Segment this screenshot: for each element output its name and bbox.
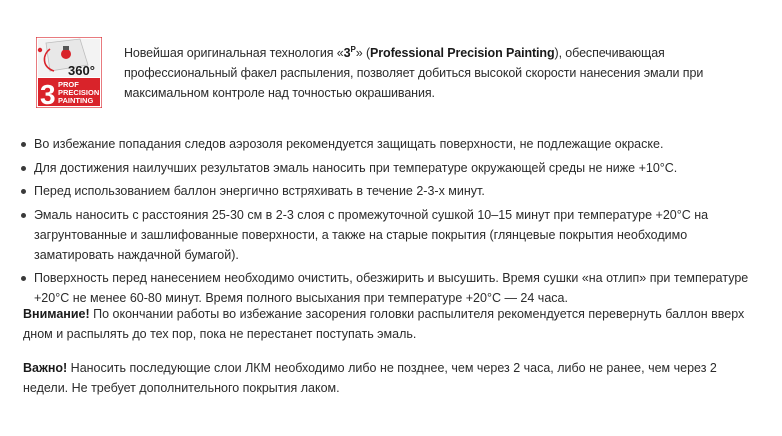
3p-technology-logo — [36, 37, 102, 108]
warning-text: По окончании работы во избежание засорения головки распылителя рекомендуется перевернуть баллон вверх дном и распылять до тех пор, пока не перестанет поступать эмаль. — [23, 307, 745, 341]
logo-line-3: PAINTING — [58, 96, 94, 105]
intro-prefix: Новейшая оригинальная технология « — [124, 46, 344, 60]
tech-superscript: P — [350, 44, 356, 54]
intro-paragraph — [124, 43, 764, 103]
logo-line-2: PRECISION — [58, 88, 100, 97]
spray-can-icon — [61, 49, 71, 59]
important-text: Наносить последующие слои ЛКМ необходимо либо не позднее, чем через 2 часа, либо не ранее, чем через 2 недели. Не требует дополнительного покрытия лаком. — [23, 361, 717, 395]
logo-3-text: 3 — [40, 79, 56, 108]
important-label: Важно! — [23, 361, 68, 375]
warning-label: Внимание! — [23, 307, 90, 321]
tech-full-name: Professional Precision Painting — [370, 46, 555, 60]
important-note — [23, 358, 763, 398]
warning-note — [23, 304, 763, 344]
logo-360-text: 360° — [68, 63, 95, 78]
logo-line-1: PROF — [58, 80, 79, 89]
list-item: Перед использованием баллон энергично встряхивать в течение 2-3-х минут. — [0, 181, 760, 201]
list-item: Для достижения наилучших результатов эмаль наносить при температуре окружающей среды не ниже +10°С. — [0, 158, 760, 178]
intro-rest: ), обеспечивающая профессиональный факел распыления, позволяет добиться высокой скорости нанесения эмали при максимальном контроле над точностью окрашивания. — [124, 46, 704, 100]
list-item: Эмаль наносить с расстояния 25-30 см в 2-3 слоя с промежуточной сушкой 10–15 минут при температуре +20°С на загрунтованные и зашлифованные поверхности, а также на старые покрытия (глянцевые покрытия необходимо заматировать наждачной бумагой). — [0, 205, 760, 265]
instructions-list — [0, 134, 760, 312]
list-item: Поверхность перед нанесением необходимо очистить, обезжирить и высушить. Время сушки «на отлип» при температуре +20°С не менее 60-80 минут. Время полного высыхания при температуре +20°С — 24 часа. — [0, 268, 760, 308]
list-item: Во избежание попадания следов аэрозоля рекомендуется защищать поверхности, не подлежащие окраске. — [0, 134, 760, 154]
intro-mid: » ( — [355, 46, 371, 60]
tech-name: $3^P$ — [343, 44, 356, 60]
